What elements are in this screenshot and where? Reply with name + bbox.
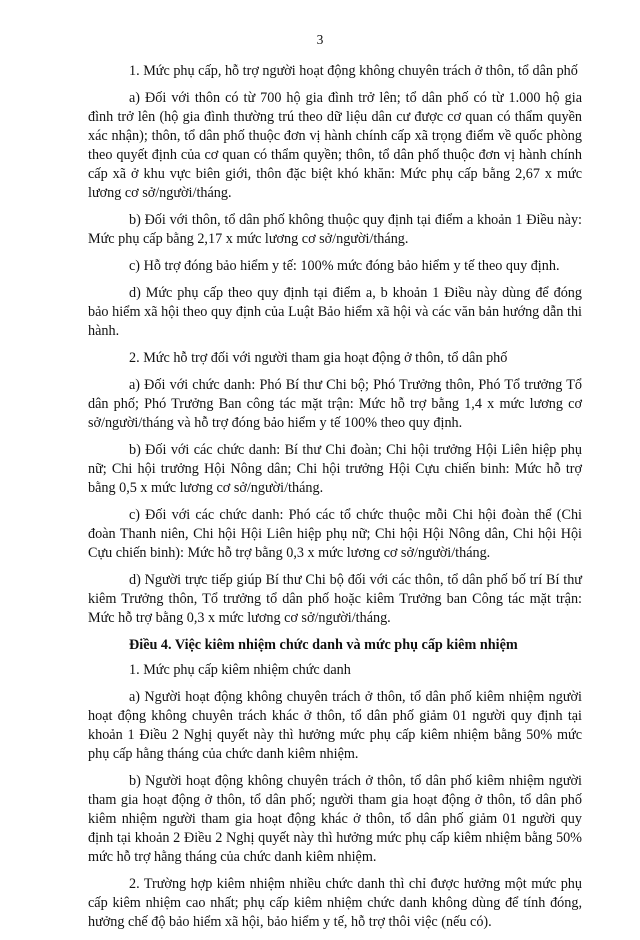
document-body xyxy=(88,62,582,940)
article-4-clause-2: 2. Trường hợp kiêm nhiệm nhiều chức danh thì chỉ được hưởng một mức phụ cấp kiêm nhiệm cao nhất; phụ cấp kiêm nhiệm chức danh không dùng để tính đóng, hưởng chế độ bảo hiểm xã hội, bảo hiểm y tế, hỗ trợ thôi việc (nếu có). xyxy=(88,876,582,930)
article-4-heading: Điều 4. Việc kiêm nhiệm chức danh và mức phụ cấp kiêm nhiệm xyxy=(129,637,518,653)
section-1-point-c: c) Hỗ trợ đóng bảo hiểm y tế: 100% mức đóng bảo hiểm y tế theo quy định. xyxy=(129,258,560,274)
section-1-point-b: b) Đối với thôn, tổ dân phố không thuộc quy định tại điểm a khoản 1 Điều này: Mức phụ cấp bằng 2,17 x mức lương cơ sở/người/tháng. xyxy=(88,212,582,247)
section-2-point-c: c) Đối với các chức danh: Phó các tổ chức thuộc mỗi Chi hội đoàn thể (Chi đoàn Thanh niên, Chi hội Hội Liên hiệp phụ nữ; Chi hội Hội Nông dân, Chi hội Hội Cựu chiến binh): Mức hỗ trợ bằng 0,3 x mức lương cơ sở/người/tháng. xyxy=(88,507,582,561)
article-4-clause-1-point-a: a) Người hoạt động không chuyên trách ở thôn, tổ dân phố kiêm nhiệm người hoạt động không chuyên trách khác ở thôn, tổ dân phố giảm 01 người quy định tại khoản 1 Điều 2 Nghị quyết này thì hưởng mức phụ cấp kiêm nhiệm bằng 50% mức phụ cấp hằng tháng của chức danh kiêm nhiệm. xyxy=(88,689,582,762)
section-2-point-a: a) Đối với chức danh: Phó Bí thư Chi bộ; Phó Trưởng thôn, Phó Tổ trưởng Tổ dân phố; Phó Trưởng Ban công tác mặt trận: Mức hỗ trợ bằng 1,4 x mức lương cơ sở/người/tháng và hỗ trợ đóng bảo hiểm y tế 100% theo quy định. xyxy=(88,377,582,431)
section-2-point-d: d) Người trực tiếp giúp Bí thư Chi bộ đối với các thôn, tổ dân phố bố trí Bí thư kiêm Trưởng thôn, Tổ trưởng tổ dân phố hoặc kiêm Trưởng ban Công tác mặt trận: Mức hỗ trợ bằng 0,3 x mức lương cơ sở/người/tháng. xyxy=(88,572,582,626)
section-1-point-d: d) Mức phụ cấp theo quy định tại điểm a, b khoản 1 Điều này dùng để đóng bảo hiểm xã hội theo quy định của Luật Bảo hiểm xã hội và các văn bản hướng dẫn thi hành. xyxy=(88,285,582,339)
section-1-title: 1. Mức phụ cấp, hỗ trợ người hoạt động không chuyên trách ở thôn, tổ dân phố xyxy=(129,63,578,79)
section-2-point-b: b) Đối với các chức danh: Bí thư Chi đoàn; Chi hội trưởng Hội Liên hiệp phụ nữ; Chi hội trưởng Hội Nông dân; Chi hội trưởng Hội Cựu chiến binh: Mức hỗ trợ bằng 0,5 x mức lương cơ sở/người/tháng. xyxy=(88,442,582,496)
section-2-title: 2. Mức hỗ trợ đối với người tham gia hoạt động ở thôn, tổ dân phố xyxy=(129,350,508,366)
section-1-point-a: a) Đối với thôn có từ 700 hộ gia đình trở lên; tổ dân phố có từ 1.000 hộ gia đình trở lên (hộ gia đình thường trú theo dữ liệu dân cư được cơ quan có thẩm quyền xác nhận); thôn, tổ dân phố thuộc đơn vị hành chính cấp xã trọng điểm về quốc phòng theo quyết định của cơ quan có thẩm quyền; thôn, tổ dân phố thuộc đơn vị hành chính cấp xã ở khu vực biên giới, thôn đặc biệt khó khăn: Mức phụ cấp bằng 2,67 x mức lương cơ sở/người/tháng. xyxy=(88,90,582,201)
page-number: 3 xyxy=(316,32,324,47)
article-4-clause-1-point-b: b) Người hoạt động không chuyên trách ở thôn, tổ dân phố kiêm nhiệm người tham gia hoạt động ở thôn, tổ dân phố; người tham gia hoạt động ở thôn, tổ dân phố kiêm nhiệm người tham gia hoạt động khác ở thôn, tổ dân phố giảm 01 người quy định tại khoản 2 Điều 2 Nghị quyết này thì hưởng mức phụ cấp kiêm nhiệm bằng 50% mức hỗ trợ hằng tháng của chức danh kiêm nhiệm. xyxy=(88,773,582,865)
article-4-clause-1-title: 1. Mức phụ cấp kiêm nhiệm chức danh xyxy=(129,662,351,678)
